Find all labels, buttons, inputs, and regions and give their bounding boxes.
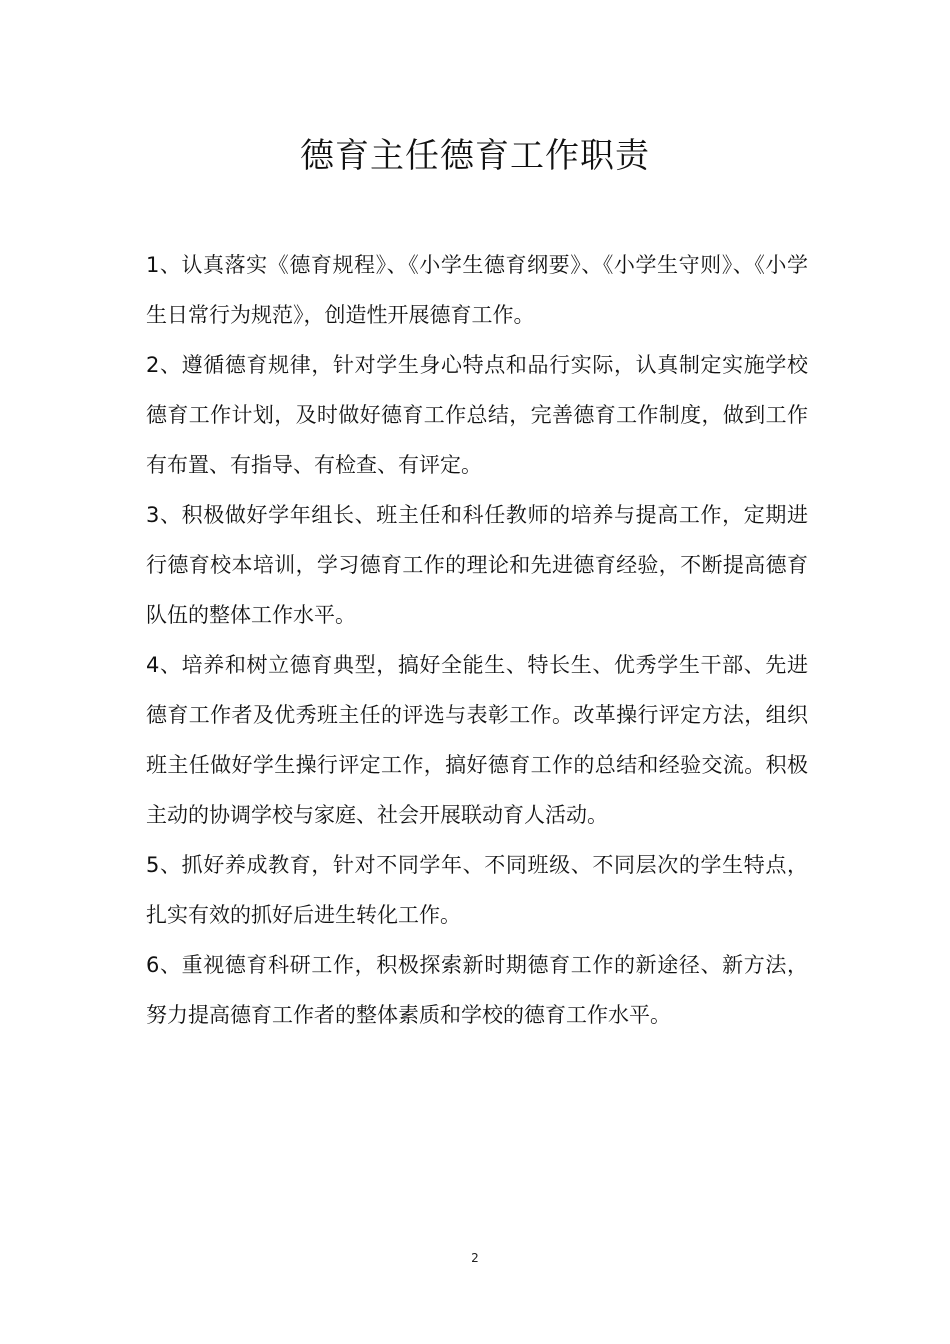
paragraph-1: 1、认真落实《德育规程》、《小学生德育纲要》、《小学生守则》、《小学生日常行为规范》，创造性开展德育工作。 xyxy=(146,253,808,327)
paragraph-6: 6、重视德育科研工作，积极探索新时期德育工作的新途径、新方法，努力提高德育工作者的整体素质和学校的德育工作水平。 xyxy=(146,953,808,1027)
paragraph-3: 3、积极做好学年组长、班主任和科任教师的培养与提高工作，定期进行德育校本培训，学习德育工作的理论和先进德育经验，不断提高德育队伍的整体工作水平。 xyxy=(146,503,808,627)
page-title: 德育主任德育工作职责 xyxy=(300,136,650,176)
paragraph-2: 2、遵循德育规律，针对学生身心特点和品行实际，认真制定实施学校德育工作计划，及时做好德育工作总结，完善德育工作制度，做到工作有布置、有指导、有检查、有评定。 xyxy=(146,353,808,477)
paragraph-5: 5、抓好养成教育，针对不同学年、不同班级、不同层次的学生特点，扎实有效的抓好后进生转化工作。 xyxy=(146,853,808,927)
page-number: 2 xyxy=(471,1251,479,1265)
document-body xyxy=(146,240,808,1040)
paragraph-4: 4、培养和树立德育典型，搞好全能生、特长生、优秀学生干部、先进德育工作者及优秀班主任的评选与表彰工作。改革操行评定方法，组织班主任做好学生操行评定工作，搞好德育工作的总结和经验交流。积极主动的协调学校与家庭、社会开展联动育人活动。 xyxy=(146,653,808,827)
